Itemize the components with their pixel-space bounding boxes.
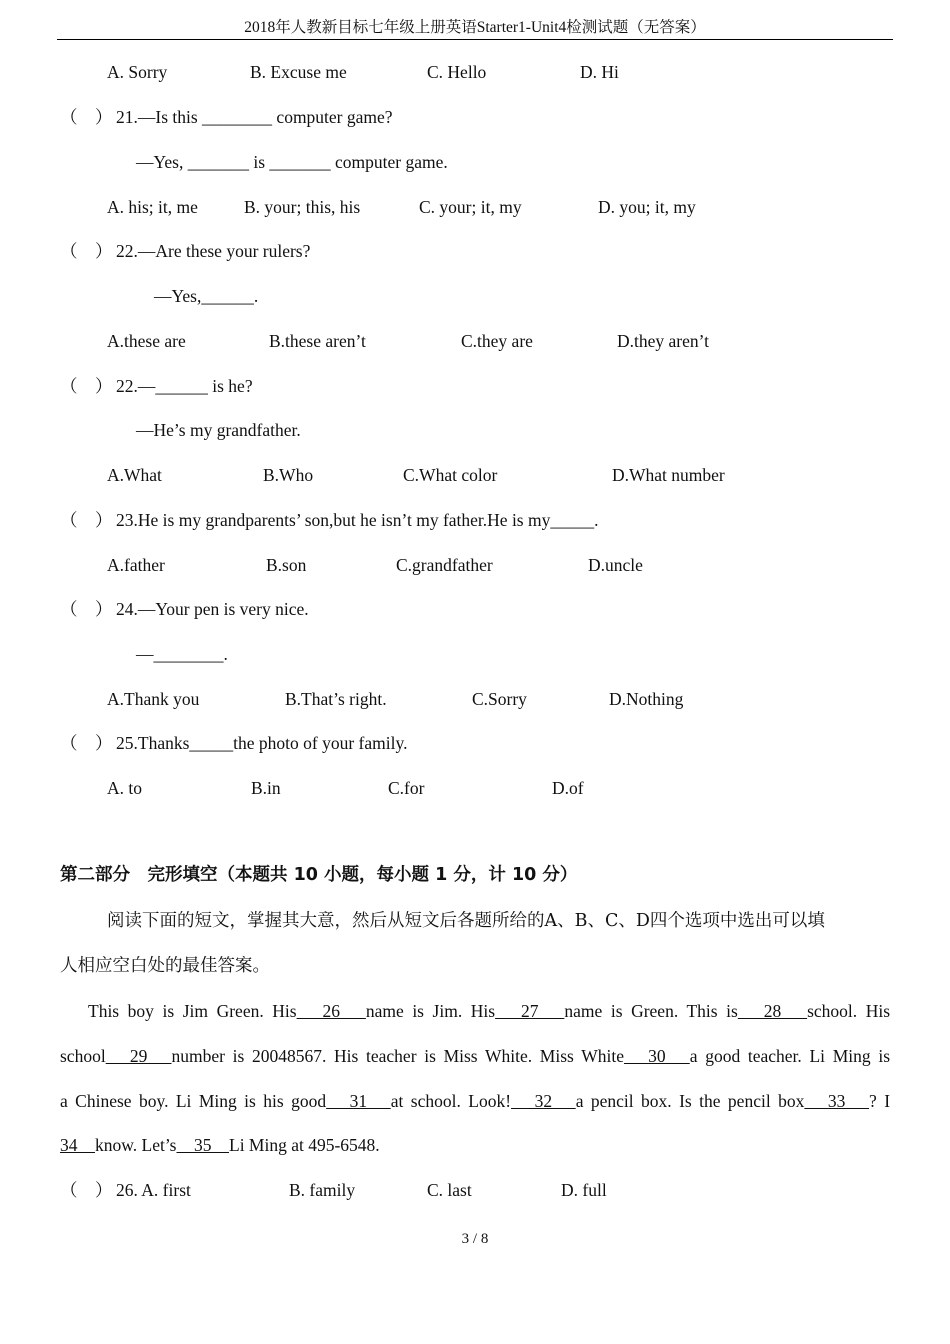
question-stem: 22.—Are these your rulers? [116,241,311,261]
section-title: 第二部分 完形填空（本题共 10 小题，每小题 1 分，计 10 分） [60,865,578,885]
option-c: C.they are [461,331,533,351]
q20-option-c: C. Hello [427,62,487,82]
question-stem: 23.He is my grandparents’ son,but he isn’t my father.He is my_____. [116,510,599,530]
passage-text: school. His [807,1001,891,1021]
passage-text: know. Let’s [95,1135,177,1155]
option-a: A.What [107,465,162,485]
option-a: A. his; it, me [107,197,198,217]
option-c: C. your; it, my [419,197,522,217]
blank-32: 32 [511,1091,576,1111]
option-d: D. full [561,1180,607,1200]
blank-27: 27 [495,1001,565,1021]
passage-line-1 [88,1000,890,1022]
blank-28: 28 [737,1001,808,1021]
option-b: B. your; this, his [244,197,361,217]
question-stem: 25.Thanks_____the photo of your family. [116,733,408,753]
question-dialog-line: —Yes, _______ is _______ computer game. [136,152,448,172]
q20-option-d: D. Hi [580,62,619,82]
option-c: C.grandfather [396,555,493,575]
option-c: C.What color [403,465,498,485]
option-a: A.these are [107,331,186,351]
passage-text: at school. Look! [390,1091,512,1111]
option-d: D.uncle [588,555,643,575]
option-b: B.That’s right. [285,689,387,709]
option-c: C.Sorry [472,689,527,709]
passage-text: a Chinese boy. Li Ming is his good [60,1091,327,1111]
option-d: D.What number [612,465,725,485]
option-d: D.Nothing [609,689,684,709]
option-a: A.Thank you [107,689,200,709]
option-d: D.of [552,778,584,798]
question-dialog-line: —He’s my grandfather. [136,420,301,440]
option-a: A. to [107,778,142,798]
option-b: B.Who [263,465,314,485]
blank-29: 29 [105,1046,172,1066]
page-header: 2018年人教新目标七年级上册英语Starter1-Unit4检测试题（无答案） [57,18,893,40]
option-b: B. family [289,1180,356,1200]
answer-paren: （ ） [60,733,113,753]
question-stem: 22.—______ is he? [116,376,253,396]
answer-paren: （ ） [60,599,113,619]
instruction-line-1: 阅读下面的短文，掌握其大意，然后从短文后各题所给的A、B、C、D四个选项中选出可以填 [107,911,825,931]
passage-line-3 [60,1090,890,1112]
blank-33: 33 [804,1091,870,1111]
passage-text: school [60,1046,106,1066]
question-stem: 21.—Is this ________ computer game? [116,107,393,127]
passage-text: a good teacher. Li Ming is [689,1046,891,1066]
answer-paren: （ ） [60,241,113,261]
passage-line-2 [60,1045,890,1067]
option-c: C. last [427,1180,472,1200]
passage-text: name is Green. This is [564,1001,738,1021]
question-dialog-line: —Yes,______. [154,286,259,306]
passage-text: This boy is Jim Green. His [88,1001,297,1021]
passage-text: ? I [869,1091,891,1111]
option-b: B.these aren’t [269,331,366,351]
blank-30: 30 [623,1046,690,1066]
answer-paren: （ ） [60,376,113,396]
blank-34: 34 [60,1135,78,1155]
option-b: B.in [251,778,281,798]
passage-text: name is Jim. His [365,1001,496,1021]
blank-35: 35 [176,1135,229,1155]
option-b: B.son [266,555,307,575]
passage-text: Li Ming at 495-6548. [229,1135,380,1155]
blank-34-tail [78,1135,96,1155]
option-c: C.for [388,778,425,798]
q20-option-b: B. Excuse me [250,62,347,82]
blank-31: 31 [326,1091,391,1111]
option-d: D.they aren’t [617,331,710,351]
blank-26: 26 [296,1001,366,1021]
option-a: 26. A. first [116,1180,191,1200]
option-d: D. you; it, my [598,197,696,217]
answer-paren: （ ） [60,1180,113,1200]
page-number: 3 / 8 [461,1231,489,1247]
instruction-line-2: 人相应空白处的最佳答案。 [60,956,270,976]
passage-text: a pencil box. Is the pencil box [575,1091,805,1111]
passage-text: number is 20048567. His teacher is Miss White. Miss White [171,1046,624,1066]
option-a: A.father [107,555,165,575]
q20-option-a: A. Sorry [107,62,168,82]
passage-line-4 [60,1134,890,1156]
question-stem: 24.—Your pen is very nice. [116,599,309,619]
answer-paren: （ ） [60,107,113,127]
question-dialog-line: —________. [136,644,228,664]
answer-paren: （ ） [60,510,113,530]
